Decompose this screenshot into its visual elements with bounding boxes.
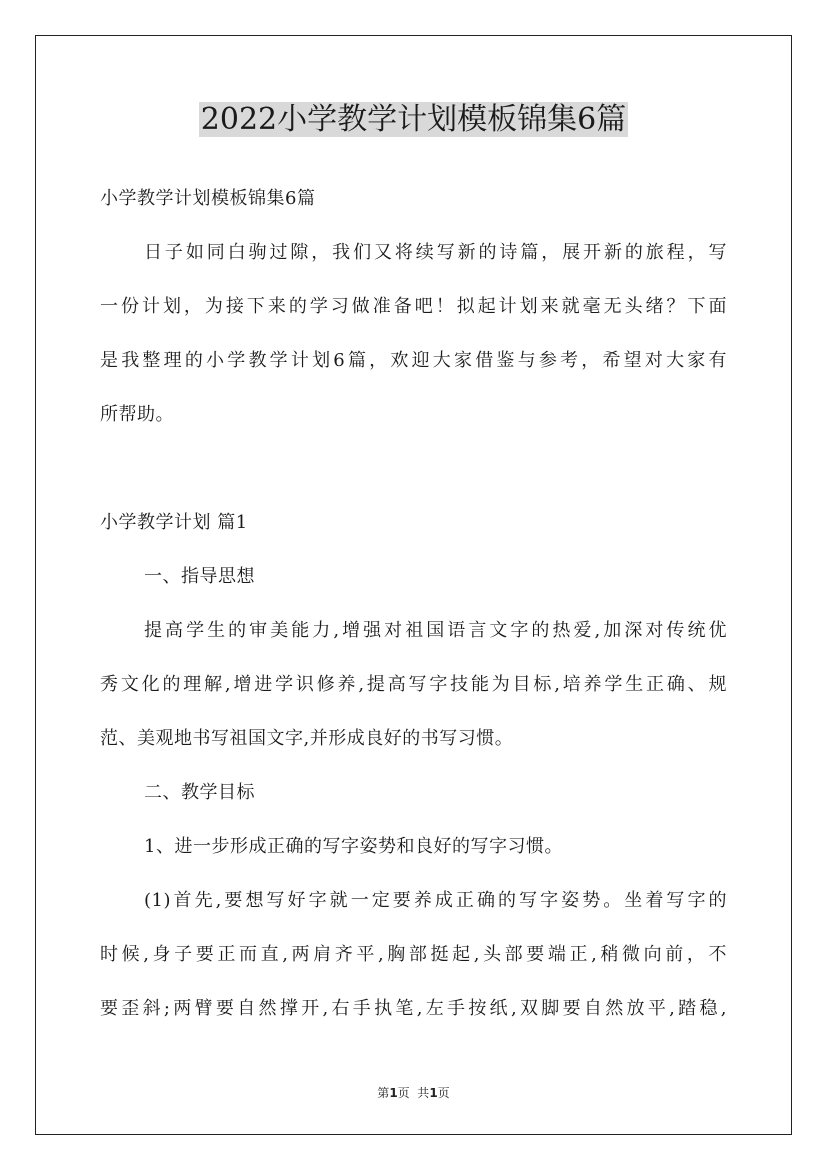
intro-line-4: 所帮助。 <box>100 404 174 425</box>
goal1-line-2: 时候,身子要正而直,两肩齐平,胸部挺起,头部要端正,稍微向前，不 <box>100 944 727 965</box>
paragraph-gap <box>100 442 727 496</box>
footer-page-current: 1 <box>389 1086 398 1100</box>
part1-heading: 一、指导思想 <box>144 566 255 587</box>
intro-line-2: 一份计划，为接下来的学习做准备吧！拟起计划来就毫无头绪？下面 <box>100 296 727 317</box>
goal1-line-1: (1)首先,要想写好字就一定要养成正确的写字姿势。坐着写字的 <box>144 890 727 911</box>
part1-line-3: 范、美观地书写祖国文字,并形成良好的书写习惯。 <box>100 728 514 749</box>
document-title-text: 2022小学教学计划模板锦集6篇 <box>200 102 627 137</box>
footer-mid: 页 共 <box>397 1086 430 1100</box>
goal-1: 1、进一步形成正确的写字姿势和良好的写字习惯。 <box>144 836 563 857</box>
goal1-line-3: 要歪斜;两臂要自然撑开,右手执笔,左手按纸,双脚要自然放平,踏稳, <box>100 998 727 1019</box>
intro-line-1: 日子如同白驹过隙，我们又将续写新的诗篇，展开新的旅程，写 <box>144 242 727 263</box>
footer-page-total: 1 <box>429 1086 438 1100</box>
footer-suffix: 页 <box>437 1086 450 1100</box>
document-title <box>0 98 827 142</box>
footer-prefix: 第 <box>377 1086 390 1100</box>
document-body <box>100 172 727 1036</box>
part1-line-1: 提高学生的审美能力,增强对祖国语言文字的热爱,加深对传统优 <box>144 620 727 641</box>
part1-line-2: 秀文化的理解,增进学识修养,提高写字技能为目标,培养学生正确、规 <box>100 674 727 695</box>
subtitle: 小学教学计划模板锦集6篇 <box>100 188 316 209</box>
section-heading: 小学教学计划 篇1 <box>100 512 248 533</box>
intro-line-3: 是我整理的小学教学计划6篇，欢迎大家借鉴与参考，希望对大家有 <box>100 350 727 371</box>
page-footer <box>0 1084 827 1101</box>
part2-heading: 二、教学目标 <box>144 782 255 803</box>
